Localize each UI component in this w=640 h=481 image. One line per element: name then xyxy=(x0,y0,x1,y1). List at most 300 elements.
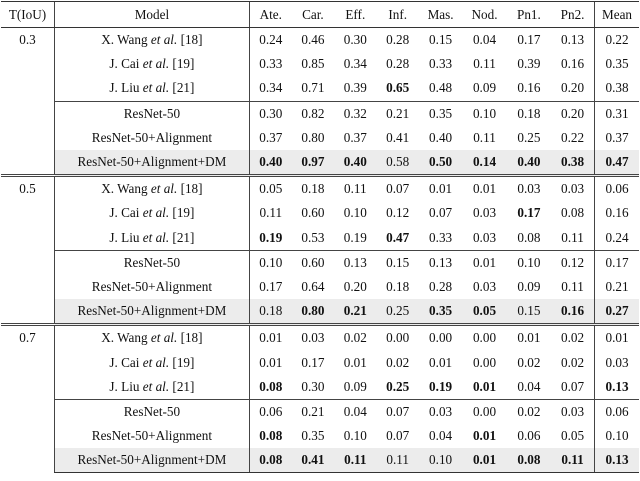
model-name-etal: et al. xyxy=(142,205,170,221)
value-text: 0.07 xyxy=(386,428,410,444)
value-text: 0.47 xyxy=(386,229,410,245)
header-t: T(IoU) xyxy=(1,2,55,28)
value-text: 0.80 xyxy=(301,303,325,319)
value-text: 0.50 xyxy=(429,154,453,170)
model-name: J. Cai xyxy=(109,205,140,221)
value-text: 0.35 xyxy=(605,56,629,72)
value-text: 0.12 xyxy=(561,254,585,270)
value-cell xyxy=(419,448,462,473)
value-cell xyxy=(507,176,551,202)
header-pn2: Pn2. xyxy=(551,2,594,28)
value-cell xyxy=(419,28,462,53)
value-cell xyxy=(334,150,376,176)
value-cell xyxy=(292,299,334,325)
value-cell xyxy=(507,101,551,126)
value-text: 0.03 xyxy=(301,330,325,346)
value-text: 0.39 xyxy=(517,56,541,72)
model-name-cell xyxy=(55,250,250,275)
value-text: 0.15 xyxy=(429,32,453,48)
value-cell xyxy=(551,350,594,374)
value-cell xyxy=(377,176,419,202)
value-cell xyxy=(595,76,639,101)
table-row xyxy=(1,101,639,126)
model-name-citation: [19] xyxy=(172,56,195,72)
value-cell xyxy=(419,399,462,424)
value-text: 0.13 xyxy=(343,254,367,270)
value-cell xyxy=(292,226,334,251)
table-row xyxy=(1,150,639,176)
header-pn1: Pn1. xyxy=(507,2,551,28)
value-cell xyxy=(551,126,594,150)
value-text: 0.10 xyxy=(343,205,367,221)
value-text: 0.21 xyxy=(301,403,325,419)
model-name: ResNet-50 xyxy=(123,105,181,121)
value-cell xyxy=(551,226,594,251)
value-cell xyxy=(249,325,291,351)
model-name-citation: [21] xyxy=(172,229,195,245)
value-text: 0.40 xyxy=(343,154,367,170)
value-text: 0.40 xyxy=(429,129,453,145)
value-cell xyxy=(377,201,419,225)
value-text: 0.15 xyxy=(386,254,410,270)
value-cell xyxy=(292,399,334,424)
value-cell xyxy=(377,448,419,473)
model-name-cell xyxy=(55,448,250,473)
model-name: ResNet-50 xyxy=(123,254,181,270)
value-text: 0.12 xyxy=(386,205,410,221)
model-name-etal: et al. xyxy=(150,181,178,197)
value-text: 0.10 xyxy=(605,428,629,444)
value-text: 0.25 xyxy=(386,303,410,319)
value-cell xyxy=(595,28,639,53)
value-text: 0.01 xyxy=(472,181,497,197)
model-name: X. Wang xyxy=(101,181,148,197)
value-cell xyxy=(551,150,594,176)
value-cell xyxy=(507,226,551,251)
value-text: 0.53 xyxy=(301,229,325,245)
value-cell xyxy=(595,126,639,150)
value-text: 0.20 xyxy=(561,105,585,121)
value-text: 0.01 xyxy=(472,378,497,394)
value-cell xyxy=(377,350,419,374)
value-text: 0.01 xyxy=(259,354,283,370)
model-name-etal: et al. xyxy=(150,32,178,48)
value-cell xyxy=(377,299,419,325)
value-cell xyxy=(249,76,291,101)
value-cell xyxy=(551,299,594,325)
value-text: 0.30 xyxy=(259,105,283,121)
model-name: J. Cai xyxy=(109,56,140,72)
value-text: 0.03 xyxy=(429,403,453,419)
value-cell xyxy=(419,176,462,202)
model-name: ResNet-50+Alignment+DM xyxy=(77,303,227,319)
value-cell xyxy=(507,28,551,53)
value-cell xyxy=(249,101,291,126)
value-text: 0.09 xyxy=(517,278,541,294)
model-name: ResNet-50 xyxy=(123,403,181,419)
value-text: 0.34 xyxy=(343,56,367,72)
value-text: 0.06 xyxy=(605,403,629,419)
value-text: 0.33 xyxy=(259,56,283,72)
model-name-cell xyxy=(55,325,250,351)
model-name: X. Wang xyxy=(101,32,148,48)
value-cell xyxy=(249,350,291,374)
value-text: 0.01 xyxy=(472,452,497,468)
value-text: 0.15 xyxy=(517,303,541,319)
value-text: 0.06 xyxy=(259,403,283,419)
value-text: 0.11 xyxy=(561,278,584,294)
value-cell xyxy=(334,52,376,76)
table-row xyxy=(1,350,639,374)
value-text: 0.11 xyxy=(561,229,584,245)
value-text: 0.02 xyxy=(386,354,410,370)
value-text: 0.28 xyxy=(429,278,453,294)
value-text: 0.38 xyxy=(605,80,629,96)
value-cell xyxy=(551,325,594,351)
value-text: 0.01 xyxy=(605,330,629,346)
table-row xyxy=(1,448,639,473)
value-cell xyxy=(462,126,506,150)
value-cell xyxy=(462,76,506,101)
value-cell xyxy=(377,76,419,101)
model-name: ResNet-50+Alignment xyxy=(91,129,213,145)
value-text: 0.33 xyxy=(429,229,453,245)
value-text: 0.10 xyxy=(343,428,367,444)
value-text: 0.11 xyxy=(386,452,409,468)
value-cell xyxy=(419,52,462,76)
value-text: 0.35 xyxy=(301,428,325,444)
value-cell xyxy=(551,52,594,76)
value-cell xyxy=(462,375,506,400)
model-name-cell xyxy=(55,275,250,299)
value-text: 0.01 xyxy=(259,330,283,346)
value-text: 0.05 xyxy=(472,303,497,319)
value-text: 0.00 xyxy=(472,330,497,346)
value-cell xyxy=(292,201,334,225)
value-text: 0.08 xyxy=(259,428,283,444)
value-cell xyxy=(377,101,419,126)
value-text: 0.35 xyxy=(429,105,453,121)
value-cell xyxy=(249,150,291,176)
value-cell xyxy=(377,325,419,351)
value-text: 0.13 xyxy=(605,378,629,394)
model-name-citation: [19] xyxy=(172,354,195,370)
table-row xyxy=(1,299,639,325)
value-text: 0.21 xyxy=(343,303,367,319)
value-cell xyxy=(419,325,462,351)
value-text: 0.22 xyxy=(605,32,629,48)
value-text: 0.16 xyxy=(561,303,585,319)
value-cell xyxy=(292,424,334,448)
value-text: 0.05 xyxy=(561,428,585,444)
header-model: Model xyxy=(55,2,250,28)
value-text: 0.08 xyxy=(259,378,283,394)
value-cell xyxy=(419,424,462,448)
value-cell xyxy=(334,250,376,275)
model-name-cell xyxy=(55,101,250,126)
value-cell xyxy=(334,28,376,53)
table-row xyxy=(1,250,639,275)
value-cell xyxy=(551,176,594,202)
value-cell xyxy=(292,101,334,126)
value-text: 0.38 xyxy=(561,154,585,170)
value-text: 0.11 xyxy=(473,56,496,72)
value-text: 0.06 xyxy=(605,181,629,197)
model-name-cell xyxy=(55,399,250,424)
value-text: 0.37 xyxy=(259,129,283,145)
value-cell xyxy=(334,375,376,400)
header-nod: Nod. xyxy=(462,2,506,28)
value-text: 0.41 xyxy=(386,129,410,145)
value-cell xyxy=(595,52,639,76)
header-eff: Eff. xyxy=(334,2,376,28)
value-cell xyxy=(334,275,376,299)
value-cell xyxy=(292,52,334,76)
value-text: 0.40 xyxy=(517,154,541,170)
value-cell xyxy=(334,76,376,101)
value-text: 0.18 xyxy=(301,181,325,197)
value-cell xyxy=(249,201,291,225)
value-text: 0.11 xyxy=(344,181,367,197)
value-cell xyxy=(249,448,291,473)
value-text: 0.08 xyxy=(259,452,283,468)
value-cell xyxy=(462,325,506,351)
value-cell xyxy=(249,226,291,251)
model-name: ResNet-50+Alignment xyxy=(91,428,213,444)
value-cell xyxy=(292,126,334,150)
value-cell xyxy=(595,399,639,424)
model-name-etal: et al. xyxy=(142,80,170,96)
value-cell xyxy=(595,350,639,374)
model-name-cell xyxy=(55,126,250,150)
model-name-cell xyxy=(55,226,250,251)
value-cell xyxy=(551,275,594,299)
value-text: 0.20 xyxy=(343,278,367,294)
value-text: 0.04 xyxy=(343,403,367,419)
value-text: 0.02 xyxy=(517,354,541,370)
value-cell xyxy=(462,226,506,251)
value-cell xyxy=(377,399,419,424)
table-row xyxy=(1,126,639,150)
results-table xyxy=(1,1,639,473)
value-cell xyxy=(462,275,506,299)
value-text: 0.19 xyxy=(343,229,367,245)
value-cell xyxy=(507,399,551,424)
value-cell xyxy=(551,399,594,424)
value-cell xyxy=(419,250,462,275)
value-cell xyxy=(595,325,639,351)
value-text: 0.71 xyxy=(301,80,325,96)
model-name-citation: [18] xyxy=(180,181,203,197)
value-cell xyxy=(377,126,419,150)
model-name: ResNet-50+Alignment+DM xyxy=(77,154,227,170)
value-cell xyxy=(419,126,462,150)
model-name-citation: [21] xyxy=(172,80,195,96)
model-name-etal: et al. xyxy=(142,354,170,370)
value-text: 0.01 xyxy=(343,354,367,370)
value-text: 0.08 xyxy=(517,452,541,468)
value-text: 0.30 xyxy=(343,32,367,48)
value-cell xyxy=(507,76,551,101)
value-cell xyxy=(507,375,551,400)
model-name-cell xyxy=(55,424,250,448)
value-cell xyxy=(249,126,291,150)
value-text: 0.18 xyxy=(259,303,283,319)
value-cell xyxy=(249,176,291,202)
model-name: ResNet-50+Alignment xyxy=(91,278,213,294)
value-text: 0.10 xyxy=(517,254,541,270)
value-text: 0.17 xyxy=(605,254,629,270)
value-cell xyxy=(507,52,551,76)
value-cell xyxy=(419,150,462,176)
value-text: 0.02 xyxy=(561,354,585,370)
value-cell xyxy=(377,424,419,448)
value-text: 0.17 xyxy=(259,278,283,294)
value-text: 0.30 xyxy=(301,378,325,394)
value-cell xyxy=(551,76,594,101)
model-name-citation: [18] xyxy=(180,330,203,346)
table-row xyxy=(1,325,639,351)
value-cell xyxy=(595,250,639,275)
value-cell xyxy=(507,448,551,473)
value-cell xyxy=(334,176,376,202)
value-text: 0.00 xyxy=(386,330,410,346)
table-row xyxy=(1,76,639,101)
value-cell xyxy=(462,28,506,53)
model-name-citation: [19] xyxy=(172,205,195,221)
value-text: 0.18 xyxy=(517,105,541,121)
value-text: 0.60 xyxy=(301,205,325,221)
value-cell xyxy=(551,448,594,473)
value-text: 0.03 xyxy=(561,181,585,197)
value-cell xyxy=(462,250,506,275)
value-text: 0.09 xyxy=(472,80,497,96)
value-text: 0.85 xyxy=(301,56,325,72)
value-cell xyxy=(595,176,639,202)
value-cell xyxy=(292,375,334,400)
value-cell xyxy=(462,399,506,424)
value-cell xyxy=(334,325,376,351)
model-name-cell xyxy=(55,52,250,76)
model-name-cell xyxy=(55,176,250,202)
value-text: 0.97 xyxy=(301,154,325,170)
value-text: 0.60 xyxy=(301,254,325,270)
value-text: 0.04 xyxy=(472,32,497,48)
value-text: 0.47 xyxy=(605,154,629,170)
model-name-cell xyxy=(55,28,250,53)
value-text: 0.03 xyxy=(517,181,541,197)
value-cell xyxy=(249,299,291,325)
value-cell xyxy=(551,28,594,53)
value-text: 0.10 xyxy=(429,452,453,468)
value-text: 0.14 xyxy=(472,154,497,170)
value-cell xyxy=(595,299,639,325)
value-text: 0.31 xyxy=(605,105,629,121)
value-cell xyxy=(595,424,639,448)
table-row xyxy=(1,375,639,400)
value-text: 0.01 xyxy=(472,254,497,270)
value-cell xyxy=(249,28,291,53)
header-row xyxy=(1,2,639,28)
model-name-etal: et al. xyxy=(150,330,178,346)
value-text: 0.22 xyxy=(561,129,585,145)
value-cell xyxy=(462,424,506,448)
value-text: 0.35 xyxy=(429,303,453,319)
value-text: 0.37 xyxy=(343,129,367,145)
value-cell xyxy=(292,275,334,299)
value-text: 0.20 xyxy=(561,80,585,96)
value-cell xyxy=(462,52,506,76)
value-text: 0.07 xyxy=(386,403,410,419)
value-text: 0.34 xyxy=(259,80,283,96)
model-name-etal: et al. xyxy=(142,378,170,394)
value-text: 0.02 xyxy=(517,403,541,419)
value-cell xyxy=(334,126,376,150)
value-cell xyxy=(595,226,639,251)
value-text: 0.02 xyxy=(343,330,367,346)
value-cell xyxy=(507,325,551,351)
value-cell xyxy=(249,375,291,400)
value-text: 0.07 xyxy=(386,181,410,197)
value-text: 0.00 xyxy=(472,403,497,419)
value-cell xyxy=(507,250,551,275)
value-text: 0.13 xyxy=(561,32,585,48)
value-cell xyxy=(334,299,376,325)
value-text: 0.04 xyxy=(429,428,453,444)
model-name-cell xyxy=(55,350,250,374)
value-cell xyxy=(419,275,462,299)
value-text: 0.80 xyxy=(301,129,325,145)
value-cell xyxy=(249,424,291,448)
value-cell xyxy=(507,150,551,176)
value-text: 0.37 xyxy=(605,129,629,145)
value-cell xyxy=(292,150,334,176)
value-text: 0.01 xyxy=(517,330,541,346)
value-cell xyxy=(595,448,639,473)
value-text: 0.19 xyxy=(429,378,453,394)
value-cell xyxy=(551,424,594,448)
value-cell xyxy=(551,101,594,126)
header-ate: Ate. xyxy=(249,2,291,28)
value-text: 0.17 xyxy=(517,32,541,48)
value-cell xyxy=(377,150,419,176)
value-cell xyxy=(462,201,506,225)
model-name: J. Cai xyxy=(109,354,140,370)
value-cell xyxy=(419,201,462,225)
value-cell xyxy=(249,250,291,275)
value-text: 0.58 xyxy=(386,154,410,170)
value-text: 0.07 xyxy=(561,378,585,394)
value-cell xyxy=(292,176,334,202)
value-cell xyxy=(419,350,462,374)
iou-threshold-cell: 0.3 xyxy=(19,32,36,47)
value-cell xyxy=(462,150,506,176)
value-text: 0.33 xyxy=(429,56,453,72)
value-cell xyxy=(292,350,334,374)
value-text: 0.11 xyxy=(259,205,283,221)
value-text: 0.16 xyxy=(517,80,541,96)
model-name-etal: et al. xyxy=(142,229,170,245)
value-text: 0.28 xyxy=(386,32,410,48)
value-cell xyxy=(507,275,551,299)
value-text: 0.17 xyxy=(301,354,325,370)
value-cell xyxy=(462,101,506,126)
value-text: 0.11 xyxy=(344,452,367,468)
value-text: 0.07 xyxy=(429,205,453,221)
value-cell xyxy=(292,448,334,473)
value-cell xyxy=(377,226,419,251)
value-text: 0.10 xyxy=(259,254,283,270)
